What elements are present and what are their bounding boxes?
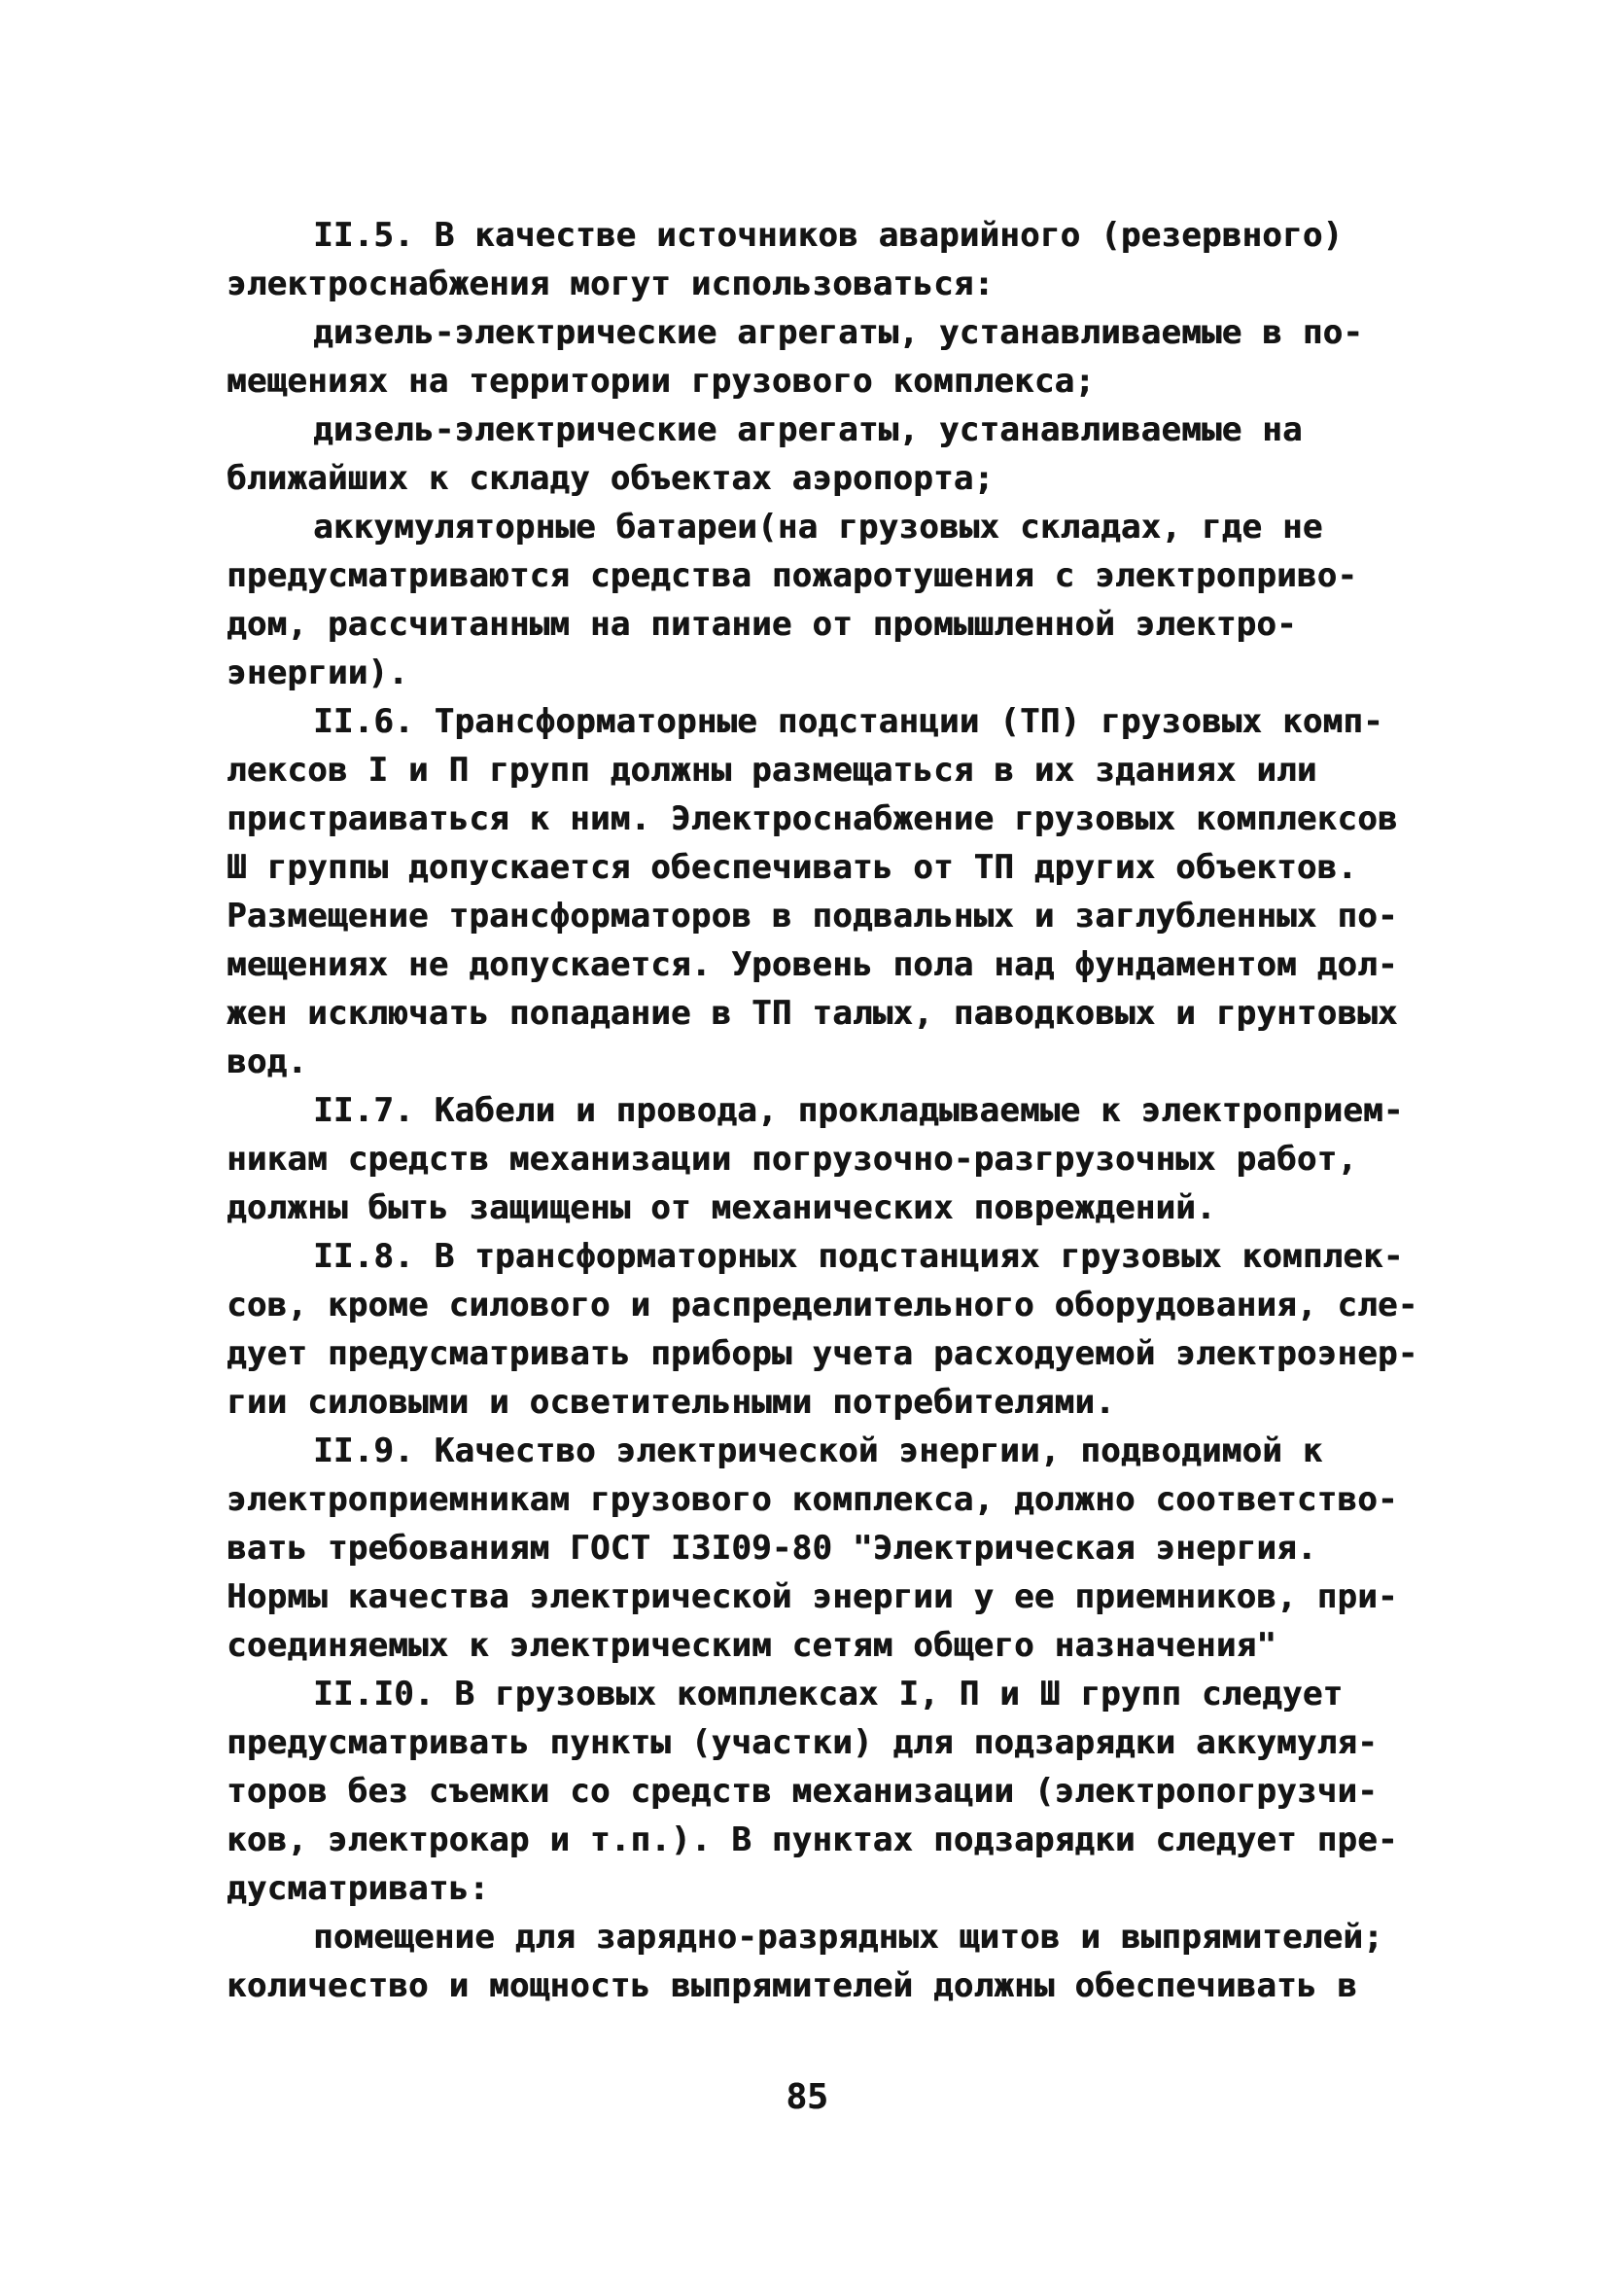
text-line: никам средств механизации погрузочно-разгрузочных работ, [227,1140,1358,1179]
text-line: II.I0. В грузовых комплексах I, П и Ш групп следует [313,1675,1344,1713]
text-line: Нормы качества электрической энергии у ее приемников, при- [227,1577,1398,1616]
text-line: должны быть защищены от механических повреждений. [227,1188,1216,1227]
text-line: помещение для зарядно-разрядных щитов и выпрямителей; [313,1918,1383,1957]
text-line: мещениях не допускается. Уровень пола над фундаментом дол- [227,945,1398,984]
text-line: электроприемникам грузового комплекса, должно соответство- [227,1480,1398,1519]
text-line: дусматривать: [227,1869,490,1908]
text-line: мещениях на территории грузового комплекса; [227,362,1096,401]
text-line: пристраиваться к ним. Электроснабжение грузовых комплексов [227,799,1398,838]
text-line: ближайших к складу объектах аэропорта; [227,459,995,498]
text-line: дует предусматривать приборы учета расходуемой электроэнер- [227,1334,1418,1373]
text-line: аккумуляторные батареи(на грузовых складах, где не [313,508,1323,547]
text-line: жен исключать попадание в ТП талых, паводковых и грунтовых [227,994,1398,1033]
text-line: II.7. Кабели и провода, прокладываемые к электроприем- [313,1091,1404,1130]
text-line: II.8. В трансформаторных подстанциях грузовых комплек- [313,1237,1404,1276]
text-line: предусматриваются средства пожаротушения с электроприво- [227,556,1358,595]
text-line: гии силовыми и осветительными потребителями. [227,1383,1115,1422]
text-line: дом, рассчитанным на питание от промышленной электро- [227,605,1297,644]
text-line: вод. [227,1042,308,1081]
text-line: лексов I и П групп должны размещаться в их зданиях или [227,751,1317,790]
text-line: II.9. Качество электрической энергии, подводимой к [313,1431,1323,1470]
text-line: ков, электрокар и т.п.). В пунктах подзарядки следует пре- [227,1820,1398,1859]
text-line: дизель-электрические агрегаты, устанавливаемые в по- [313,313,1364,352]
text-line: энергии). [227,653,408,692]
text-line: Ш группы допускается обеспечивать от ТП других объектов. [227,848,1358,887]
text-line: сов, кроме силового и распределительного оборудования, сле- [227,1286,1418,1325]
text-line: II.5. В качестве источников аварийного (резервного) [313,216,1344,255]
page-number: 85 [786,2077,828,2117]
text-line: II.6. Трансформаторные подстанции (ТП) грузовых комп- [313,702,1383,741]
text-line: предусматривать пункты (участки) для подзарядки аккумуля- [227,1723,1378,1762]
text-line: вать требованиям ГОСТ I3I09-80 "Электрическая энергия. [227,1529,1317,1568]
text-line: электроснабжения могут использоваться: [227,265,995,303]
text-line: количество и мощность выпрямителей должны обеспечивать в [227,1966,1358,2005]
text-line: торов без съемки со средств механизации (электропогрузчи- [227,1772,1378,1811]
text-line: дизель-электрические агрегаты, устанавливаемые на [313,410,1303,449]
text-line: Размещение трансформаторов в подвальных и заглубленных по- [227,897,1398,936]
text-line: соединяемых к электрическим сетям общего назначения" [227,1626,1277,1665]
